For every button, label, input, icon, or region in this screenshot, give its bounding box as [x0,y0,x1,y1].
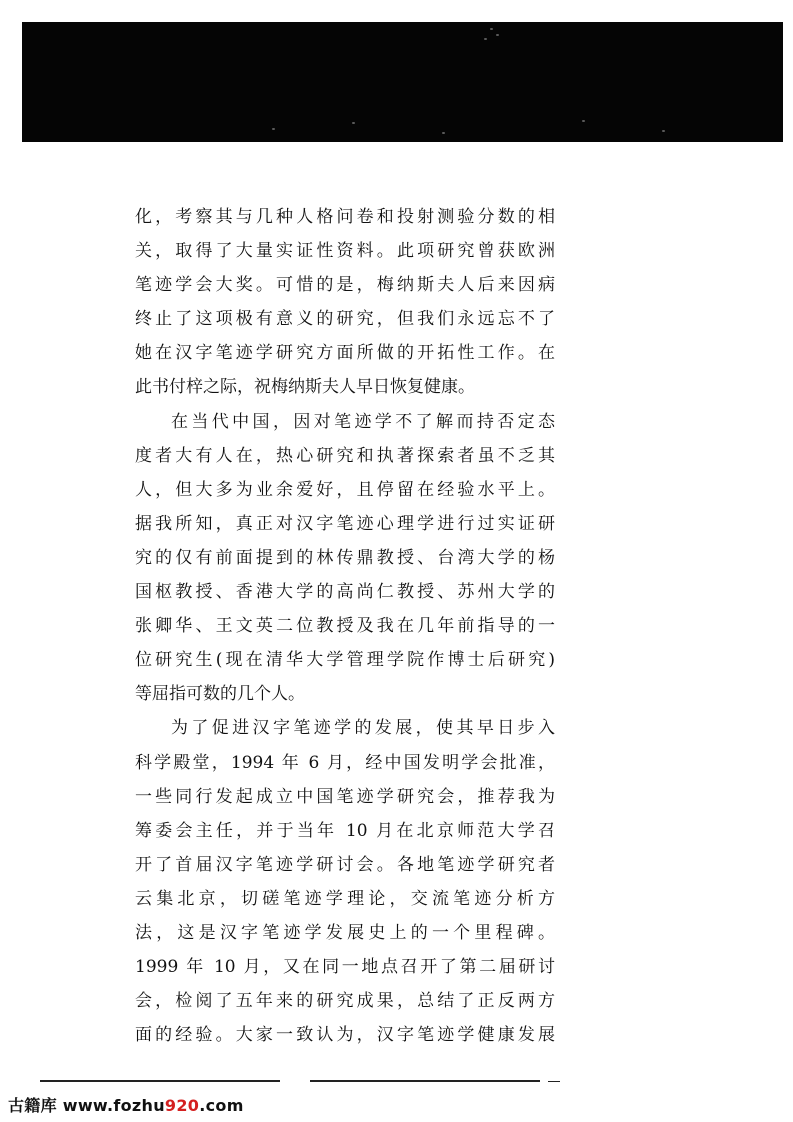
text-line: 面的经验。大家一致认为，汉字笔迹学健康发展 [135,1025,555,1046]
paragraph-1 [135,200,555,405]
footer-rule-segment [310,1080,540,1082]
scan-noise-speck [442,132,445,134]
text-line: 张卿华、王文英二位教授及我在几年前指导的一 [135,616,555,637]
scan-noise-speck [272,128,275,130]
footer-rule [40,1078,560,1084]
text-line: 等屈指可数的几个人。 [135,684,305,705]
text-line: 开了首届汉字笔迹学研讨会。各地笔迹学研究者 [135,854,555,875]
scan-noise-speck [582,120,585,122]
text-line: 化，考察其与几种人格问卷和投射测验分数的相 [135,207,555,227]
footer-rule-segment [548,1081,560,1082]
text-line: 在当代中国，因对笔迹学不了解而持否定态 [171,411,555,432]
watermark-suffix: .com [199,1096,244,1115]
paragraph-3 [135,711,555,1052]
text-line: 法，这是汉字笔迹学发展史上的一个里程碑。 [135,922,555,943]
paragraph-2 [135,405,555,712]
scan-noise-speck [484,38,487,40]
text-line: 云集北京，切磋笔迹学理论，交流笔迹分析方 [135,888,555,909]
text-line: 筹委会主任，并于当年 10 月在北京师范大学召 [135,820,555,841]
text-line: 会，检阅了五年来的研究成果，总结了正反两方 [135,991,555,1012]
text-line: 为了促进汉字笔迹学的发展，使其早日步入 [171,718,555,739]
text-line: 此书付梓之际，祝梅纳斯夫人早日恢复健康。 [135,377,475,398]
text-line: 1999 年 10 月，又在同一地点召开了第二届研讨 [135,957,555,978]
text-line: 国枢教授、香港大学的高尚仁教授、苏州大学的 [135,582,555,603]
scan-noise-speck [662,130,665,132]
watermark-prefix: 古籍库 www.fozhu [8,1096,165,1115]
text-line: 究的仅有前面提到的林传鼎教授、台湾大学的杨 [135,547,555,568]
text-line: 科学殿堂，1994 年 6 月，经中国发明学会批准， [135,752,555,773]
scan-noise-speck [352,122,355,124]
watermark-number: 920 [164,1096,200,1115]
text-line: 关，取得了大量实证性资料。此项研究曾获欧洲 [135,241,555,262]
text-line: 人，但大多为业余爱好，且停留在经验水平上。 [135,479,555,500]
text-line: 据我所知，真正对汉字笔迹心理学进行过实证研 [135,513,555,534]
text-line: 笔迹学会大奖。可惜的是，梅纳斯夫人后来因病 [135,275,555,296]
page-body-text [135,200,555,1052]
text-line: 她在汉字笔迹学研究方面所做的开拓性工作。在 [135,343,555,364]
site-watermark [8,1093,244,1116]
text-line: 位研究生(现在清华大学管理学院作博士后研究) [135,650,555,671]
scan-noise-speck [490,28,493,30]
text-line: 度者大有人在，热心研究和执著探索者虽不乏其 [135,445,555,466]
footer-rule-segment [40,1080,280,1082]
text-line: 一些同行发起成立中国笔迹学研究会，推荐我为 [135,786,555,807]
scan-noise-speck [496,34,499,36]
text-line: 终止了这项极有意义的研究，但我们永远忘不了 [135,309,555,330]
scanned-top-band [22,22,783,142]
